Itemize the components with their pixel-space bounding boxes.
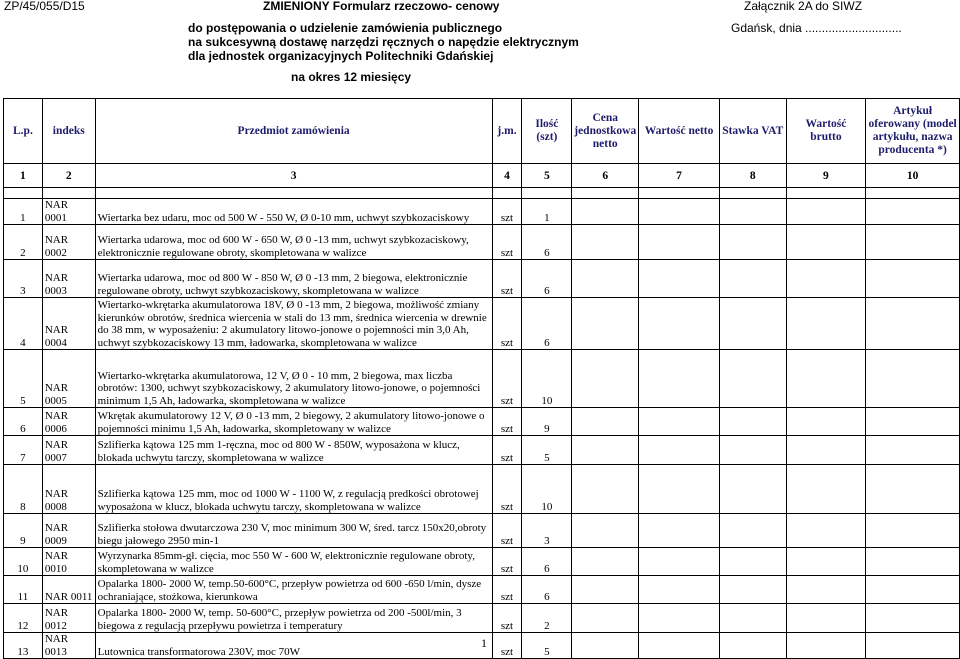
row-index: NAR 0013	[42, 633, 95, 659]
col-header-unit: j.m.	[492, 99, 522, 164]
table-row	[4, 548, 960, 576]
row-net-value[interactable]	[639, 199, 720, 225]
row-index: NAR 0003	[42, 260, 95, 298]
table-row	[4, 465, 960, 514]
table-row	[4, 199, 960, 225]
row-quantity: 5	[522, 633, 572, 659]
row-lp: 10	[4, 548, 43, 576]
row-net-value[interactable]	[639, 633, 720, 659]
table-row	[4, 576, 960, 604]
row-description: Szlifierka kątowa 125 mm 1-ręczna, moc od 800 W - 850W, wyposażona w klucz, blokada uchwytu tarczy, skompletowana w walizce	[95, 436, 492, 465]
row-unit-price[interactable]	[572, 514, 639, 548]
row-unit: szt	[492, 436, 522, 465]
procurement-title	[188, 21, 579, 63]
row-index: NAR 0002	[42, 225, 95, 260]
row-unit: szt	[492, 408, 522, 436]
table-row	[4, 260, 960, 298]
row-quantity: 6	[522, 260, 572, 298]
row-gross-value[interactable]	[786, 260, 866, 298]
row-index: NAR 0012	[42, 604, 95, 633]
row-unit-price[interactable]	[572, 350, 639, 408]
attachment-label: Załącznik 2A do SIWZ	[744, 0, 863, 13]
row-net-value[interactable]	[639, 576, 720, 604]
row-quantity: 9	[522, 408, 572, 436]
row-net-value[interactable]	[639, 408, 720, 436]
row-offered-item[interactable]	[866, 436, 960, 465]
row-quantity: 10	[522, 350, 572, 408]
table-header-row	[4, 99, 960, 164]
row-lp: 5	[4, 350, 43, 408]
row-index: NAR 0008	[42, 465, 95, 514]
row-vat-rate[interactable]	[719, 548, 786, 576]
row-offered-item[interactable]	[866, 350, 960, 408]
spacer-row	[4, 188, 960, 199]
row-unit: szt	[492, 298, 522, 350]
row-unit: szt	[492, 514, 522, 548]
col-number: 4	[492, 164, 522, 188]
row-net-value[interactable]	[639, 298, 720, 350]
row-vat-rate[interactable]	[719, 604, 786, 633]
row-unit-price[interactable]	[572, 465, 639, 514]
row-gross-value[interactable]	[786, 436, 866, 465]
row-description: Lutownica transformatorowa 230V, moc 70W	[95, 633, 492, 659]
row-index: NAR 0011	[42, 576, 95, 604]
row-offered-item[interactable]	[866, 633, 960, 659]
col-number: 1	[4, 164, 43, 188]
row-lp: 3	[4, 260, 43, 298]
table-row	[4, 514, 960, 548]
table-row	[4, 225, 960, 260]
row-unit: szt	[492, 465, 522, 514]
row-gross-value[interactable]	[786, 604, 866, 633]
page-number: 1	[481, 636, 487, 650]
row-vat-rate[interactable]	[719, 408, 786, 436]
row-unit-price[interactable]	[572, 260, 639, 298]
row-description: Opalarka 1800- 2000 W, temp.50-600°C, przepływ powietrza od 600 -650 l/min, dysze ochraniające, stożkowa, kierunkowa	[95, 576, 492, 604]
row-vat-rate[interactable]	[719, 199, 786, 225]
row-description: Wkrętak akumulatorowy 12 V, Ø 0 -13 mm, 2 biegowy, 2 akumulatory litowo-jonowe o pojemności minimu 1,5 Ah, ładowarka, skompletowany w walizce	[95, 408, 492, 436]
row-unit: szt	[492, 576, 522, 604]
row-offered-item[interactable]	[866, 465, 960, 514]
row-vat-rate[interactable]	[719, 633, 786, 659]
row-offered-item[interactable]	[866, 514, 960, 548]
row-lp: 8	[4, 465, 43, 514]
pricing-table	[3, 98, 960, 659]
table-row	[4, 350, 960, 408]
title-line: do postępowania o udzielenie zamówienia publicznego	[188, 21, 503, 35]
col-header-lp: L.p.	[4, 99, 43, 164]
row-unit-price[interactable]	[572, 548, 639, 576]
row-net-value[interactable]	[639, 225, 720, 260]
row-quantity: 6	[522, 576, 572, 604]
row-description: Wiertarko-wkrętarka akumulatorowa, 12 V, Ø 0 - 10 mm, 2 biegowa, max liczba obrotów: 1300, uchwyt szybkozaciskowy, 2 akumulatory litowo-jonowe, o pojemności minimum 1,5 Ah, ładowarka, skompletowana w walizce	[95, 350, 492, 408]
row-offered-item[interactable]	[866, 225, 960, 260]
row-vat-rate[interactable]	[719, 514, 786, 548]
row-gross-value[interactable]	[786, 298, 866, 350]
row-vat-rate[interactable]	[719, 260, 786, 298]
row-unit: szt	[492, 260, 522, 298]
row-vat-rate[interactable]	[719, 225, 786, 260]
row-index: NAR 0010	[42, 548, 95, 576]
row-net-value[interactable]	[639, 465, 720, 514]
col-header-net-value: Wartość netto	[639, 99, 720, 164]
table-row	[4, 436, 960, 465]
row-gross-value[interactable]	[786, 576, 866, 604]
row-gross-value[interactable]	[786, 350, 866, 408]
row-unit: szt	[492, 225, 522, 260]
row-description: Wiertarka bez udaru, moc od 500 W - 550 W, Ø 0-10 mm, uchwyt szybkozaciskowy	[95, 199, 492, 225]
col-number: 3	[95, 164, 492, 188]
row-vat-rate[interactable]	[719, 350, 786, 408]
row-offered-item[interactable]	[866, 548, 960, 576]
row-lp: 1	[4, 199, 43, 225]
row-description: Wyrzynarka 85mm-gł. cięcia, moc 550 W - 600 W, elektronicznie regulowane obroty, skompletowana w walizce	[95, 548, 492, 576]
row-offered-item[interactable]	[866, 298, 960, 350]
row-lp: 4	[4, 298, 43, 350]
row-description: Opalarka 1800- 2000 W, temp. 50-600°C, przepływ powietrza od 200 -500l/min, 3 biegowa z regulacją przepływu powietrza i temperatury	[95, 604, 492, 633]
row-unit-price[interactable]	[572, 298, 639, 350]
row-quantity: 2	[522, 604, 572, 633]
row-net-value[interactable]	[639, 260, 720, 298]
row-unit: szt	[492, 548, 522, 576]
row-index: NAR 0004	[42, 298, 95, 350]
col-header-quantity: Ilość (szt)	[522, 99, 572, 164]
form-title: ZMIENIONY Formularz rzeczowo- cenowy	[263, 0, 500, 13]
row-index: NAR 0001	[42, 199, 95, 225]
title-line: na sukcesywną dostawę narzędzi ręcznych o napędzie elektrycznym	[188, 35, 579, 49]
row-quantity: 5	[522, 436, 572, 465]
document-reference: ZP/45/055/D15	[4, 0, 85, 13]
row-lp: 12	[4, 604, 43, 633]
row-quantity: 6	[522, 548, 572, 576]
row-lp: 6	[4, 408, 43, 436]
row-unit: szt	[492, 199, 522, 225]
row-description: Wiertarka udarowa, moc od 600 W - 650 W, Ø 0 -13 mm, uchwyt szybkozaciskowy, elektronicznie regulowane obroty, skompletowana w walizce	[95, 225, 492, 260]
row-lp: 13	[4, 633, 43, 659]
row-gross-value[interactable]	[786, 465, 866, 514]
row-unit-price[interactable]	[572, 199, 639, 225]
row-unit-price[interactable]	[572, 436, 639, 465]
col-header-vat-rate: Stawka VAT	[719, 99, 786, 164]
row-quantity: 10	[522, 465, 572, 514]
title-line: dla jednostek organizacyjnych Politechniki Gdańskiej	[188, 49, 494, 63]
row-quantity: 1	[522, 199, 572, 225]
row-net-value[interactable]	[639, 436, 720, 465]
row-description: Szlifierka stołowa dwutarczowa 230 V, moc minimum 300 W, śred. tarcz 150x20,obroty biegu jałowego 2950 min-1	[95, 514, 492, 548]
row-description: Wiertarko-wkrętarka akumulatorowa 18V, Ø 0 -13 mm, 2 biegowa, możliwość zmiany kierunków obrotów, średnica wiercenia w stali do 13 mm, średnica wiercenia w drewnie do 38 mm, w wyposażeniu: 2 akumulatory litowo-jonowe o pojemności min 3,0 Ah, uchwyt szybkozaciskowy 13 mm, ładowarka, skompletowana w walizce	[95, 298, 492, 350]
col-header-gross-value: Wartość brutto	[786, 99, 866, 164]
row-offered-item[interactable]	[866, 199, 960, 225]
col-number: 10	[866, 164, 960, 188]
row-index: NAR 0005	[42, 350, 95, 408]
row-quantity: 6	[522, 225, 572, 260]
row-offered-item[interactable]	[866, 260, 960, 298]
row-gross-value[interactable]	[786, 199, 866, 225]
row-index: NAR 0007	[42, 436, 95, 465]
row-index: NAR 0009	[42, 514, 95, 548]
row-index: NAR 0006	[42, 408, 95, 436]
col-header-unit-price: Cena jednostkowa netto	[572, 99, 639, 164]
col-number: 7	[639, 164, 720, 188]
period-label: na okres 12 miesięcy	[291, 70, 412, 84]
row-unit-price[interactable]	[572, 576, 639, 604]
column-number-row	[4, 164, 960, 188]
col-number: 5	[522, 164, 572, 188]
row-lp: 2	[4, 225, 43, 260]
place-date: Gdańsk, dnia .............................	[731, 21, 902, 35]
row-gross-value[interactable]	[786, 408, 866, 436]
row-quantity: 3	[522, 514, 572, 548]
row-quantity: 6	[522, 298, 572, 350]
row-net-value[interactable]	[639, 604, 720, 633]
col-header-subject: Przedmiot zamówienia	[95, 99, 492, 164]
row-unit-price[interactable]	[572, 633, 639, 659]
table-row	[4, 408, 960, 436]
row-vat-rate[interactable]	[719, 436, 786, 465]
col-header-offered-item: Artykuł oferowany (model artykułu, nazwa producenta *)	[866, 99, 960, 164]
row-net-value[interactable]	[639, 350, 720, 408]
row-unit-price[interactable]	[572, 408, 639, 436]
col-number: 8	[719, 164, 786, 188]
row-offered-item[interactable]	[866, 408, 960, 436]
row-unit-price[interactable]	[572, 604, 639, 633]
row-lp: 9	[4, 514, 43, 548]
table-row	[4, 298, 960, 350]
row-description: Wiertarka udarowa, moc od 800 W - 850 W, Ø 0 -13 mm, 2 biegowa, elektronicznie regulowane obroty, uchwyt szybkozaciskowy, skompletowana w walizce	[95, 260, 492, 298]
col-number: 9	[786, 164, 866, 188]
row-vat-rate[interactable]	[719, 298, 786, 350]
row-unit: szt	[492, 604, 522, 633]
row-gross-value[interactable]	[786, 633, 866, 659]
row-vat-rate[interactable]	[719, 465, 786, 514]
row-lp: 7	[4, 436, 43, 465]
row-unit: szt	[492, 633, 522, 659]
row-offered-item[interactable]	[866, 576, 960, 604]
col-number: 6	[572, 164, 639, 188]
row-gross-value[interactable]	[786, 514, 866, 548]
row-gross-value[interactable]	[786, 548, 866, 576]
col-header-index: indeks	[42, 99, 95, 164]
row-net-value[interactable]	[639, 514, 720, 548]
row-offered-item[interactable]	[866, 604, 960, 633]
row-gross-value[interactable]	[786, 225, 866, 260]
row-lp: 11	[4, 576, 43, 604]
row-net-value[interactable]	[639, 548, 720, 576]
row-description: Szlifierka kątowa 125 mm, moc od 1000 W - 1100 W, z regulacją predkości obrotowej wyposażona w klucz, blokada uchwytu tarczy, skompletowana w walizce	[95, 465, 492, 514]
row-vat-rate[interactable]	[719, 576, 786, 604]
table-row	[4, 604, 960, 633]
row-unit-price[interactable]	[572, 225, 639, 260]
col-number: 2	[42, 164, 95, 188]
row-unit: szt	[492, 350, 522, 408]
